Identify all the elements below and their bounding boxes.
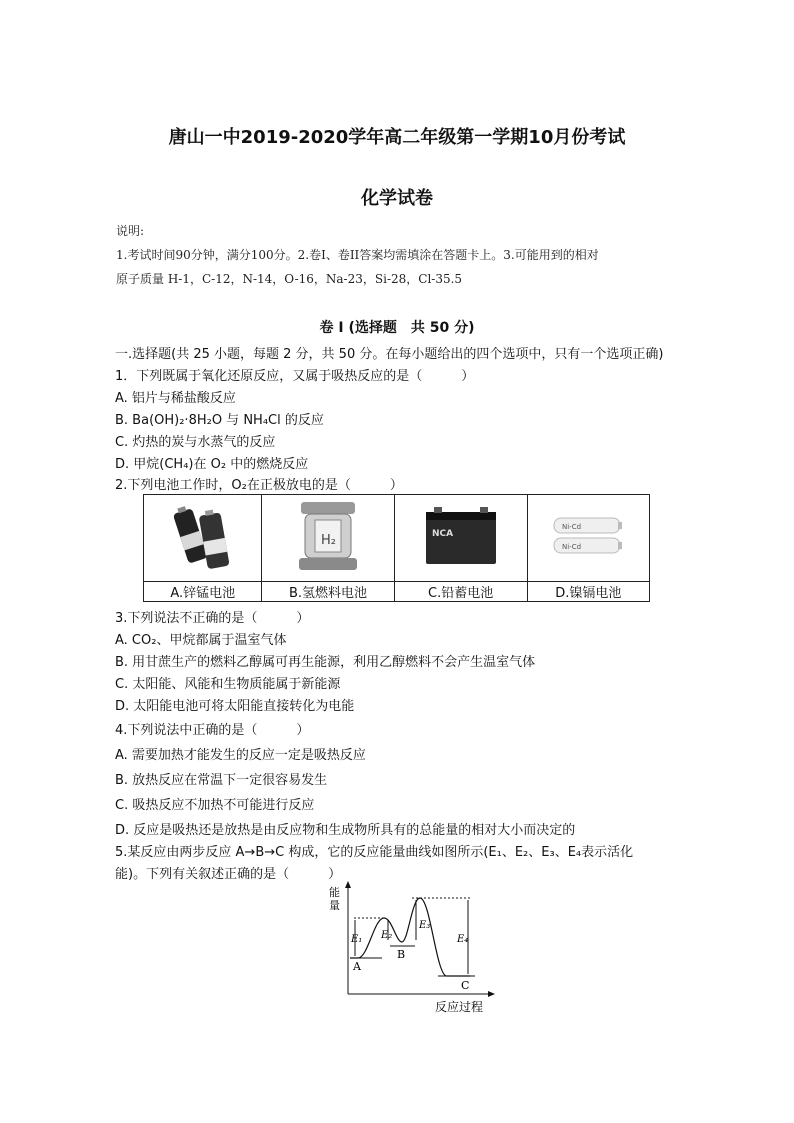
battery-image-b (262, 495, 394, 582)
point-a-label: A (353, 960, 361, 973)
q1-option-c: C. 灼热的炭与水蒸气的反应 (115, 435, 276, 450)
q1-option-d: D. 甲烷(CH₄)在 O₂ 中的燃烧反应 (115, 457, 309, 472)
x-axis-arrow (488, 991, 495, 997)
q4-option-a: A. 需要加热才能发生的反应一定是吸热反应 (115, 748, 366, 763)
q3-option-c: C. 太阳能、风能和生物质能属于新能源 (115, 677, 341, 692)
q4-option-b: B. 放热反应在常温下一定很容易发生 (115, 773, 328, 788)
q5-stem-line-2: 能)。下列有关叙述正确的是（ ） (115, 867, 342, 882)
energy-diagram (320, 880, 500, 1020)
svg-text:Ni-Cd: Ni-Cd (562, 523, 582, 531)
battery-image-c (394, 495, 527, 582)
battery-caption-d: D.镍镉电池 (527, 582, 649, 602)
y-label-1: 能 (329, 886, 340, 899)
nca-label: NCA (431, 529, 453, 539)
q1-stem: 1．下列既属于氧化还原反应，又属于吸热反应的是（ ） (115, 369, 475, 384)
energy-curve (350, 898, 470, 976)
e3-label: E₃ (419, 920, 431, 931)
q4-option-c: C. 吸热反应不加热不可能进行反应 (115, 798, 315, 813)
zinc-manganese-battery-icon (163, 500, 243, 572)
q5-stem-line-1: 5.某反应由两步反应 A→B→C 构成，它的反应能量曲线如图所示(E₁、E₂、E₃、E₄表示活化 (115, 845, 634, 860)
q3-stem: 3.下列说法不正确的是（ ） (115, 611, 310, 626)
battery-caption-c: C.铅蓄电池 (394, 582, 527, 602)
notes-line-1: 1.考试时间90分钟，满分100分。2.卷I、卷II答案均需填涂在答题卡上。3.可能用到的相对 (116, 248, 599, 262)
exam-title: 唐山一中2019-2020学年高二年级第一学期10月份考试 (168, 127, 626, 148)
q4-stem: 4.下列说法中正确的是（ ） (115, 723, 310, 738)
nickel-cadmium-battery-icon (552, 514, 624, 558)
e4-label: E₄ (457, 934, 469, 945)
battery-image-d (527, 495, 649, 582)
notes-line-2: 原子质量 H-1，C-12，N-14，O-16，Na-23，Si-28，Cl-35.5 (116, 272, 463, 286)
q1-option-b: B. Ba(OH)₂·8H₂O 与 NH₄Cl 的反应 (115, 413, 324, 428)
battery-table (143, 494, 650, 602)
battery-caption-b: B.氢燃料电池 (262, 582, 394, 602)
q2-stem: 2.下列电池工作时，O₂在正极放电的是（ ） (115, 478, 403, 493)
subject-title: 化学试卷 (361, 188, 433, 209)
q3-option-a: A. CO₂、甲烷都属于温室气体 (115, 633, 287, 648)
svg-text:Ni-Cd: Ni-Cd (562, 543, 582, 551)
q3-option-b: B. 用甘蔗生产的燃料乙醇属可再生能源，利用乙醇燃料不会产生温室气体 (115, 655, 536, 670)
e1-label: E₁ (351, 934, 363, 945)
section-instruction: 一.选择题(共 25 小题，每题 2 分，共 50 分。在每小题给出的四个选项中，只有一个选项正确) (115, 347, 664, 362)
battery-image-a (144, 495, 262, 582)
point-b-label: B (397, 948, 406, 961)
y-axis-arrow (345, 881, 351, 888)
hydrogen-fuel-cell-icon (293, 498, 363, 574)
notes-label: 说明: (116, 224, 145, 238)
y-label-2: 量 (329, 899, 340, 912)
q4-option-d: D. 反应是吸热还是放热是由反应物和生成物所具有的总能量的相对大小而决定的 (115, 823, 576, 838)
battery-caption-a: A.锌锰电池 (144, 582, 262, 602)
q3-option-d: D. 太阳能电池可将太阳能直接转化为电能 (115, 699, 355, 714)
lead-acid-battery-icon (422, 504, 500, 568)
e2-label: E₂ (381, 930, 393, 941)
q1-option-a: A. 铝片与稀盐酸反应 (115, 391, 236, 406)
x-label: 反应过程 (435, 1000, 484, 1014)
h2-label: H₂ (320, 533, 336, 548)
point-c-label: C (461, 979, 470, 992)
section-title: 卷 I (选择题 共 50 分) (319, 320, 475, 336)
